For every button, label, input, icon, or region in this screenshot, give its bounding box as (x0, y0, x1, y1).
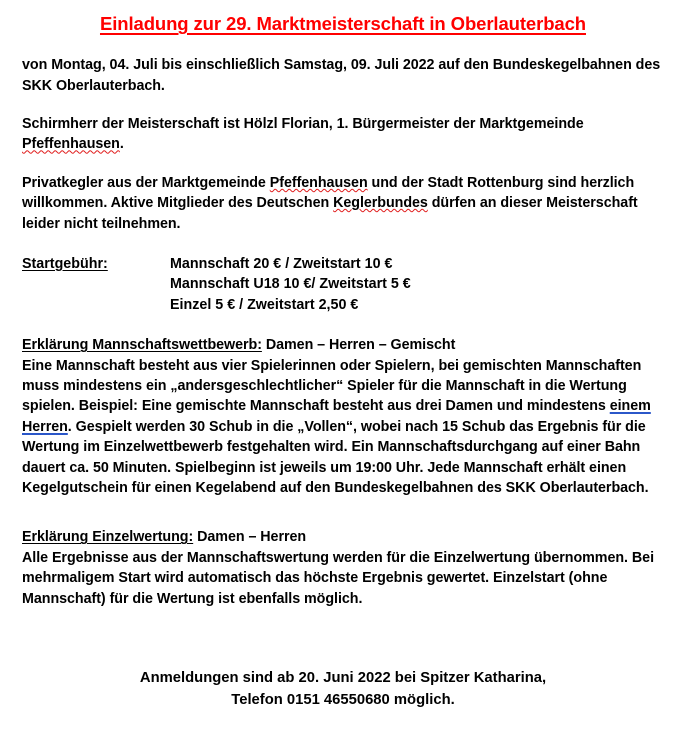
spacer (22, 315, 664, 335)
patron-paragraph (22, 114, 664, 155)
page-title: Einladung zur 29. Marktmeisterschaft in Oberlauterbach (99, 13, 586, 34)
spacer (22, 609, 664, 629)
team-competition-heading-categories: Damen – Herren – Gemischt (261, 337, 456, 354)
spacer (22, 96, 664, 114)
intro-line-2: SKK Oberlauterbach. (22, 77, 165, 94)
welcome-text-3: dürfen an dieser Meisterschaft leider nicht teilnehmen. (22, 195, 638, 232)
welcome-text-2: und der Stadt Rottenburg sind herzlich willkommen. Aktive Mitglieder des Deutschen (22, 174, 635, 212)
spacer (22, 498, 664, 518)
single-competition-heading-label: Erklärung Einzelwertung: (22, 529, 194, 546)
fee-block (22, 254, 664, 315)
intro-line-1: von Montag, 04. Juli bis einschließlich Samstag, 09. Juli 2022 auf den Bundeskegelbahnen des (22, 57, 661, 74)
fee-label (22, 254, 170, 274)
fee-line: Mannschaft 20 € / Zweitstart 10 € (170, 255, 393, 272)
patron-period: . (119, 136, 124, 153)
spacer (22, 518, 664, 527)
spellcheck-word-pfeffenhausen: Pfeffenhausen (22, 136, 120, 153)
closing-line-2: Telefon 0151 46550680 möglich. (231, 692, 455, 709)
spacer (22, 155, 664, 173)
closing-line-1: Anmeldungen sind ab 20. Juni 2022 bei Spitzer Katharina, (139, 670, 547, 687)
fee-line: Mannschaft U18 10 €/ Zweitstart 5 € (170, 276, 411, 293)
single-competition-body: Alle Ergebnisse aus der Mannschaftswertung werden für die Einzelwertung übernommen. Bei mehrmaligem Start wird automatisch das höchste Ergebnis gewertet. Einzelstart (ohne Mannschaft) für die Wertung ist ebenfalls möglich. (22, 549, 654, 607)
grammar-flagged-phrase: einem Herren (22, 398, 651, 435)
fee-line: Einzel 5 € / Zweitstart 2,50 € (170, 296, 359, 313)
spellcheck-word-keglerbundes: Keglerbundes (333, 195, 428, 212)
welcome-paragraph (22, 173, 664, 234)
team-competition-heading (22, 335, 664, 355)
intro-paragraph (22, 55, 664, 96)
fee-values (170, 254, 664, 315)
single-competition-heading (22, 527, 664, 547)
fee-label-text: Startgebühr: (22, 255, 108, 272)
spacer (22, 649, 664, 667)
spacer (22, 629, 664, 649)
spacer (22, 234, 664, 254)
welcome-text-1: Privatkegler aus der Marktgemeinde (22, 174, 270, 191)
spacer (22, 35, 664, 55)
single-competition-heading-categories: Damen – Herren (193, 529, 307, 546)
team-competition-body-2: . Gespielt werden 30 Schub in die „Vollen“, wobei nach 15 Schub das Ergebnis für die Wertung im Einzelwettbewerb festgehalten wird. Ein Mannschaftsdurchgang auf einer Bahn dauert ca. 50 Minuten. Spielbeginn ist jeweils um 19:00 Uhr. Jede Mannschaft erhält einen Kegelgutschein für einen Kegelabend auf den Bundeskegelbahnen des SKK Oberlauterbach. (22, 418, 649, 497)
team-competition-body-1: Eine Mannschaft besteht aus vier Spielerinnen oder Spielern, bei gemischten Mannschaften muss mindestens ein „andersgeschlechtlicher“ Spieler für die Mannschaft in die Wertung spielen. Beispiel: Eine gemischte Mannschaft besteht aus drei Damen und mindestens (22, 357, 642, 415)
spellcheck-word-pfeffenhausen: Pfeffenhausen (269, 174, 368, 191)
patron-text: Schirmherr der Meisterschaft ist Hölzl Florian, 1. Bürgermeister der Marktgemeinde (22, 115, 584, 132)
team-competition-body (22, 356, 664, 499)
team-competition-heading-label: Erklärung Mannschaftswettbewerb: (22, 337, 262, 354)
